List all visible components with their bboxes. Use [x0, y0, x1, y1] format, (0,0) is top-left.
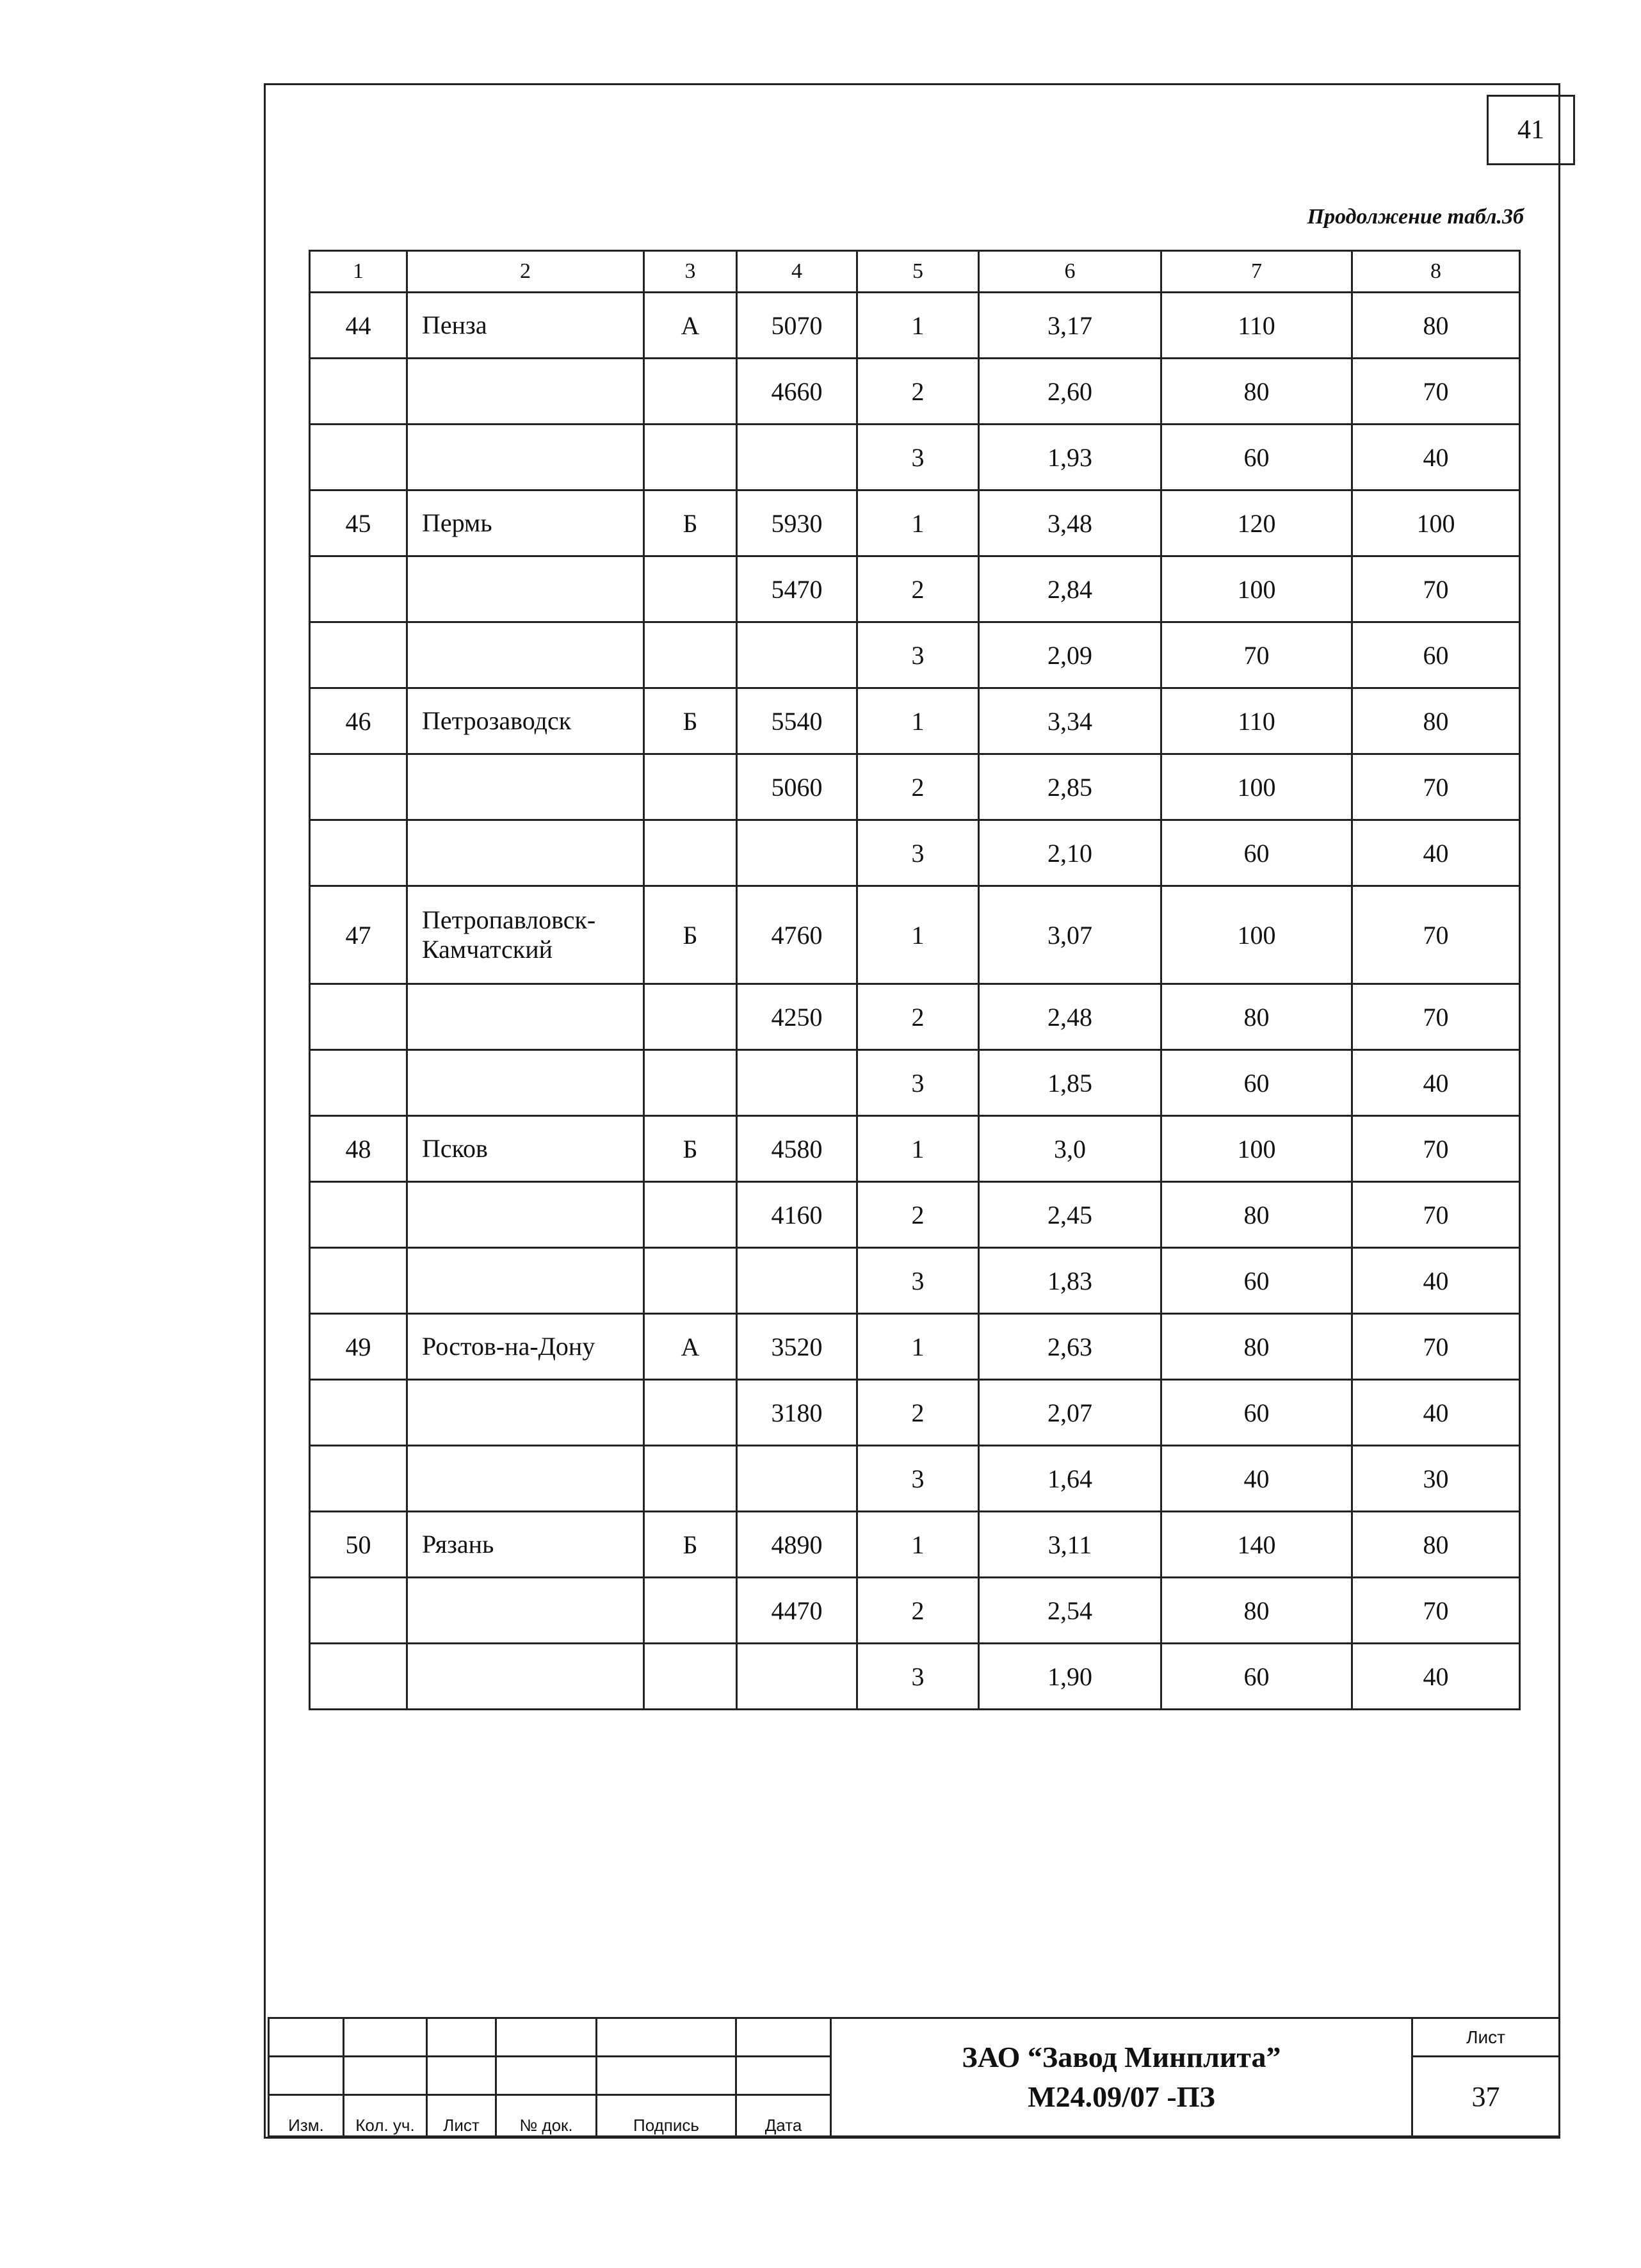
zone-cell: Б — [644, 1512, 737, 1578]
variant-cell: 3 — [857, 1248, 979, 1314]
column-8-cell: 70 — [1352, 556, 1520, 622]
column-header: 6 — [979, 251, 1161, 293]
coefficient-cell: 2,60 — [979, 359, 1161, 425]
zone-cell — [644, 1050, 737, 1116]
variant-cell: 3 — [857, 1446, 979, 1512]
column-8-cell: 80 — [1352, 688, 1520, 754]
column-8-cell: 40 — [1352, 1644, 1520, 1710]
city-name-cell — [407, 1182, 644, 1248]
variant-cell: 3 — [857, 820, 979, 886]
table-row — [310, 293, 1520, 359]
coefficient-cell: 1,83 — [979, 1248, 1161, 1314]
column-7-cell: 60 — [1161, 1050, 1352, 1116]
coefficient-cell: 1,85 — [979, 1050, 1161, 1116]
coefficient-cell: 3,0 — [979, 1116, 1161, 1182]
stamp-label: Подпись — [597, 2095, 736, 2137]
value-cell: 5930 — [737, 490, 857, 556]
value-cell: 4580 — [737, 1116, 857, 1182]
city-name-cell — [407, 1050, 644, 1116]
table-row — [310, 1380, 1520, 1446]
zone-cell — [644, 1182, 737, 1248]
coefficient-cell: 2,54 — [979, 1578, 1161, 1644]
table-row — [310, 1248, 1520, 1314]
value-cell: 5540 — [737, 688, 857, 754]
variant-cell: 2 — [857, 359, 979, 425]
stamp-label: Кол. уч. — [344, 2095, 427, 2137]
city-name-cell — [407, 1578, 644, 1644]
row-number-cell — [310, 359, 407, 425]
zone-cell — [644, 1446, 737, 1512]
city-name-cell — [407, 425, 644, 490]
column-8-cell: 100 — [1352, 490, 1520, 556]
title-block — [268, 2017, 1558, 2135]
column-7-cell: 60 — [1161, 820, 1352, 886]
value-cell: 4250 — [737, 984, 857, 1050]
zone-cell — [644, 820, 737, 886]
zone-cell — [644, 425, 737, 490]
coefficient-cell: 3,11 — [979, 1512, 1161, 1578]
variant-cell: 1 — [857, 688, 979, 754]
variant-cell: 1 — [857, 886, 979, 984]
column-8-cell: 40 — [1352, 820, 1520, 886]
city-name-cell: Петропавловск-Камчатский — [407, 886, 644, 984]
column-7-cell: 80 — [1161, 1578, 1352, 1644]
row-number-cell — [310, 1644, 407, 1710]
company-cell — [831, 2018, 1412, 2137]
value-cell — [737, 1644, 857, 1710]
column-number-row — [310, 251, 1520, 293]
table-row — [310, 359, 1520, 425]
column-8-cell: 40 — [1352, 1050, 1520, 1116]
city-name-cell — [407, 984, 644, 1050]
coefficient-cell: 2,48 — [979, 984, 1161, 1050]
zone-cell — [644, 1380, 737, 1446]
zone-cell — [644, 984, 737, 1050]
column-7-cell: 80 — [1161, 359, 1352, 425]
column-header: 4 — [737, 251, 857, 293]
zone-cell: А — [644, 293, 737, 359]
city-name-cell — [407, 1380, 644, 1446]
stamp-label: № док. — [496, 2095, 597, 2137]
zone-cell — [644, 622, 737, 688]
column-8-cell: 70 — [1352, 754, 1520, 820]
coefficient-cell: 2,63 — [979, 1314, 1161, 1380]
table-row — [310, 1578, 1520, 1644]
column-7-cell: 60 — [1161, 425, 1352, 490]
coefficient-cell: 2,09 — [979, 622, 1161, 688]
city-name-cell: Рязань — [407, 1512, 644, 1578]
column-7-cell: 110 — [1161, 293, 1352, 359]
value-cell — [737, 820, 857, 886]
column-8-cell: 70 — [1352, 1116, 1520, 1182]
zone-cell — [644, 1644, 737, 1710]
document-code: М24.09/07 -ПЗ — [1028, 2080, 1215, 2113]
column-8-cell: 70 — [1352, 1182, 1520, 1248]
coefficient-cell: 2,07 — [979, 1380, 1161, 1446]
zone-cell — [644, 1248, 737, 1314]
city-name-cell: Пенза — [407, 293, 644, 359]
row-number-cell: 44 — [310, 293, 407, 359]
row-number-cell — [310, 1446, 407, 1512]
column-7-cell: 100 — [1161, 1116, 1352, 1182]
stamp-label: Лист — [427, 2095, 496, 2137]
table-row — [310, 425, 1520, 490]
continuation-label: Продолжение табл.3б — [1307, 205, 1524, 229]
value-cell — [737, 1446, 857, 1512]
column-header: 1 — [310, 251, 407, 293]
row-number-cell — [310, 425, 407, 490]
zone-cell: Б — [644, 490, 737, 556]
value-cell: 3520 — [737, 1314, 857, 1380]
row-number-cell — [310, 622, 407, 688]
coefficient-cell: 1,90 — [979, 1644, 1161, 1710]
table-row — [310, 820, 1520, 886]
variant-cell: 2 — [857, 1578, 979, 1644]
row-number-cell — [310, 1578, 407, 1644]
variant-cell: 2 — [857, 1182, 979, 1248]
city-name-cell: Петрозаводск — [407, 688, 644, 754]
column-8-cell: 70 — [1352, 984, 1520, 1050]
column-8-cell: 30 — [1352, 1446, 1520, 1512]
row-number-cell: 49 — [310, 1314, 407, 1380]
variant-cell: 3 — [857, 425, 979, 490]
value-cell: 5060 — [737, 754, 857, 820]
variant-cell: 2 — [857, 984, 979, 1050]
page-number: 41 — [1487, 95, 1575, 165]
table-row — [310, 754, 1520, 820]
row-number-cell — [310, 820, 407, 886]
coefficient-cell: 2,84 — [979, 556, 1161, 622]
column-header: 3 — [644, 251, 737, 293]
column-8-cell: 70 — [1352, 1314, 1520, 1380]
column-7-cell: 60 — [1161, 1644, 1352, 1710]
row-number-cell: 50 — [310, 1512, 407, 1578]
table-row — [310, 622, 1520, 688]
row-number-cell — [310, 1050, 407, 1116]
column-8-cell: 80 — [1352, 1512, 1520, 1578]
coefficient-cell: 3,34 — [979, 688, 1161, 754]
row-number-cell: 45 — [310, 490, 407, 556]
city-name-cell — [407, 820, 644, 886]
table-row — [310, 1314, 1520, 1380]
row-number-cell: 48 — [310, 1116, 407, 1182]
coefficient-cell: 2,45 — [979, 1182, 1161, 1248]
column-8-cell: 70 — [1352, 359, 1520, 425]
table-row — [310, 984, 1520, 1050]
value-cell: 4760 — [737, 886, 857, 984]
column-header: 2 — [407, 251, 644, 293]
variant-cell: 2 — [857, 556, 979, 622]
column-header: 7 — [1161, 251, 1352, 293]
row-number-cell — [310, 556, 407, 622]
variant-cell: 3 — [857, 622, 979, 688]
column-7-cell: 60 — [1161, 1380, 1352, 1446]
column-7-cell: 120 — [1161, 490, 1352, 556]
column-8-cell: 80 — [1352, 293, 1520, 359]
variant-cell: 1 — [857, 490, 979, 556]
coefficient-cell: 3,17 — [979, 293, 1161, 359]
table-row — [310, 556, 1520, 622]
city-name-cell — [407, 1248, 644, 1314]
city-name-cell — [407, 556, 644, 622]
variant-cell: 3 — [857, 1644, 979, 1710]
zone-cell: Б — [644, 886, 737, 984]
table-row — [310, 490, 1520, 556]
column-7-cell: 60 — [1161, 1248, 1352, 1314]
column-7-cell: 70 — [1161, 622, 1352, 688]
row-number-cell: 46 — [310, 688, 407, 754]
value-cell: 5070 — [737, 293, 857, 359]
column-7-cell: 110 — [1161, 688, 1352, 754]
value-cell: 3180 — [737, 1380, 857, 1446]
column-7-cell: 40 — [1161, 1446, 1352, 1512]
column-7-cell: 100 — [1161, 886, 1352, 984]
value-cell — [737, 1248, 857, 1314]
column-8-cell: 40 — [1352, 1248, 1520, 1314]
column-8-cell: 70 — [1352, 886, 1520, 984]
sheet-label: Лист — [1412, 2018, 1560, 2057]
company-name: ЗАО “Завод Минплита” — [962, 2040, 1281, 2073]
variant-cell: 1 — [857, 293, 979, 359]
table-row — [310, 1116, 1520, 1182]
column-7-cell: 100 — [1161, 754, 1352, 820]
coefficient-cell: 2,85 — [979, 754, 1161, 820]
row-number-cell — [310, 1248, 407, 1314]
value-cell: 4470 — [737, 1578, 857, 1644]
variant-cell: 2 — [857, 1380, 979, 1446]
column-8-cell: 40 — [1352, 1380, 1520, 1446]
table-row — [310, 886, 1520, 984]
zone-cell — [644, 1578, 737, 1644]
table-row — [310, 1512, 1520, 1578]
city-name-cell — [407, 1644, 644, 1710]
column-7-cell: 80 — [1161, 1182, 1352, 1248]
coefficient-cell: 1,64 — [979, 1446, 1161, 1512]
column-7-cell: 80 — [1161, 1314, 1352, 1380]
table-row — [310, 1446, 1520, 1512]
variant-cell: 1 — [857, 1512, 979, 1578]
value-cell — [737, 1050, 857, 1116]
city-name-cell — [407, 1446, 644, 1512]
table-body — [310, 293, 1520, 1710]
column-8-cell: 70 — [1352, 1578, 1520, 1644]
value-cell: 4890 — [737, 1512, 857, 1578]
city-name-cell: Ростов-на-Дону — [407, 1314, 644, 1380]
variant-cell: 1 — [857, 1116, 979, 1182]
city-name-cell — [407, 359, 644, 425]
table-row — [310, 1644, 1520, 1710]
column-8-cell: 40 — [1352, 425, 1520, 490]
column-header: 8 — [1352, 251, 1520, 293]
coefficient-cell: 2,10 — [979, 820, 1161, 886]
data-table — [309, 250, 1521, 1710]
coefficient-cell: 3,48 — [979, 490, 1161, 556]
value-cell: 4660 — [737, 359, 857, 425]
table-row — [310, 1050, 1520, 1116]
row-number-cell — [310, 984, 407, 1050]
zone-cell: Б — [644, 688, 737, 754]
value-cell — [737, 622, 857, 688]
city-name-cell: Псков — [407, 1116, 644, 1182]
city-name-cell — [407, 754, 644, 820]
zone-cell — [644, 556, 737, 622]
value-cell: 4160 — [737, 1182, 857, 1248]
variant-cell: 1 — [857, 1314, 979, 1380]
zone-cell: А — [644, 1314, 737, 1380]
row-number-cell — [310, 1182, 407, 1248]
row-number-cell — [310, 754, 407, 820]
column-7-cell: 100 — [1161, 556, 1352, 622]
column-8-cell: 60 — [1352, 622, 1520, 688]
column-7-cell: 140 — [1161, 1512, 1352, 1578]
zone-cell — [644, 359, 737, 425]
row-number-cell: 47 — [310, 886, 407, 984]
zone-cell: Б — [644, 1116, 737, 1182]
value-cell — [737, 425, 857, 490]
row-number-cell — [310, 1380, 407, 1446]
variant-cell: 3 — [857, 1050, 979, 1116]
zone-cell — [644, 754, 737, 820]
column-header: 5 — [857, 251, 979, 293]
stamp-label: Дата — [736, 2095, 831, 2137]
stamp-label: Изм. — [269, 2095, 344, 2137]
value-cell: 5470 — [737, 556, 857, 622]
city-name-cell: Пермь — [407, 490, 644, 556]
coefficient-cell: 3,07 — [979, 886, 1161, 984]
table-row — [310, 688, 1520, 754]
city-name-cell — [407, 622, 644, 688]
sheet-number: 37 — [1412, 2057, 1560, 2137]
table-row — [310, 1182, 1520, 1248]
coefficient-cell: 1,93 — [979, 425, 1161, 490]
column-7-cell: 80 — [1161, 984, 1352, 1050]
variant-cell: 2 — [857, 754, 979, 820]
